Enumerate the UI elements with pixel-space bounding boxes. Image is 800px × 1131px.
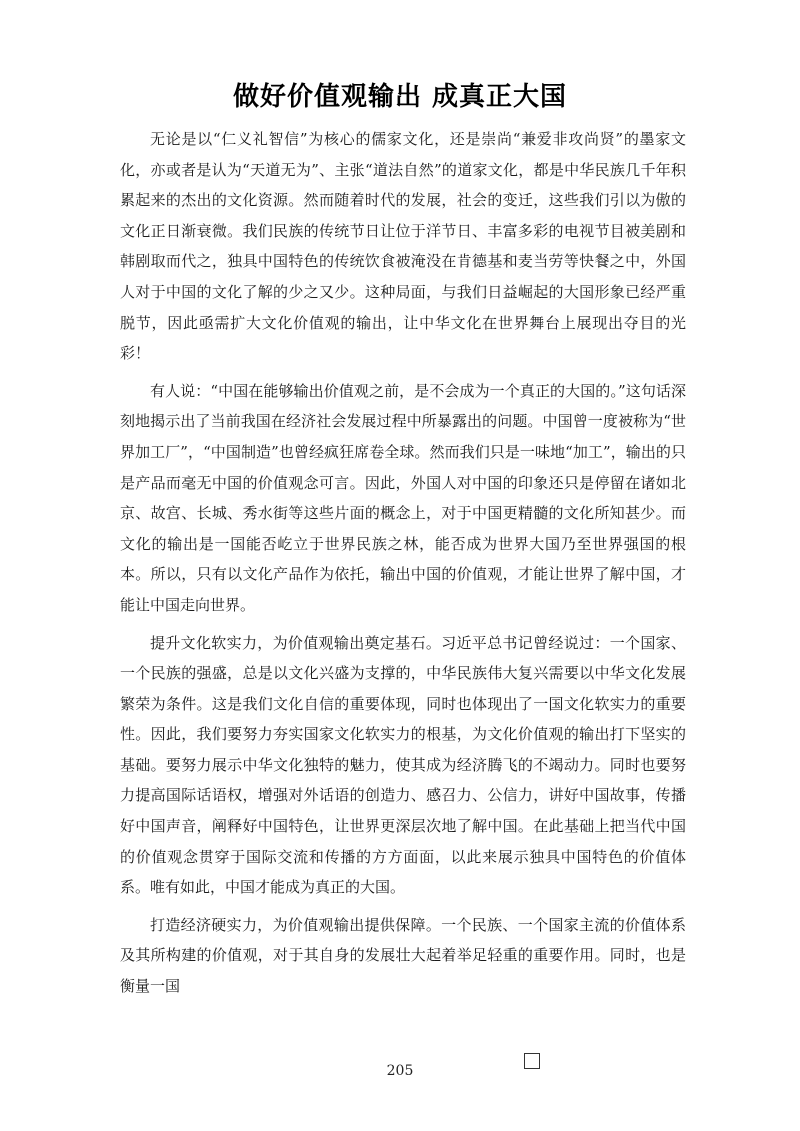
paragraph-3: 提升文化软实力，为价值观输出奠定基石。习近平总书记曾经说过：一个国家、一个民族的强盛，总是以文化兴盛为支撑的，中华民族伟大复兴需要以中华文化发展繁荣为条件。这是我们文化自信的重要体现，同时也体现出了一国文化软实力的重要性。因此，我们要努力夯实国家文化软实力的根基，为文化价值观的输出打下坚实的基础。要努力展示中华文化独特的魅力，使其成为经济腾飞的不竭动力。同时也要努力提高国际话语权，增强对外话语的创造力、感召力、公信力，讲好中国故事，传播好中国声音，阐释好中国特色，让世界更深层次地了解中国。在此基础上把当代中国的价值观念贯穿于国际交流和传播的方方面面，以此来展示独具中国特色的价值体系。唯有如此，中国才能成为真正的大国。: [120, 633, 686, 897]
paragraph-1: 无论是以“仁义礼智信”为核心的儒家文化，还是崇尚“兼爱非攻尚贤”的墨家文化，亦或者是认为“天道无为”、主张“道法自然”的道家文化，都是中华民族几千年积累起来的杰出的文化资源。然而随着时代的发展，社会的变迁，这些我们引以为傲的文化正日渐衰微。我们民族的传统节日让位于洋节日、丰富多彩的电视节目被美剧和韩剧取而代之，独具中国特色的传统饮食被淹没在肯德基和麦当劳等快餐之中，外国人对于中国的文化了解的少之又少。这种局面，与我们日益崛起的大国形象已经严重脱节，因此亟需扩大文化价值观的输出，让中华文化在世界舞台上展现出夺目的光彩！: [120, 130, 686, 363]
page-title: 做好价值观输出 成真正大国: [232, 82, 568, 112]
article-body: [120, 124, 686, 1009]
paragraph-4: 打造经济硬实力，为价值观输出提供保障。一个民族、一个国家主流的价值体系及其所构建的价值观，对于其自身的发展壮大起着举足轻重的重要作用。同时，也是衡量一国: [120, 915, 686, 996]
checkbox-square-icon: [524, 1053, 540, 1069]
paragraph-2: 有人说：“中国在能够输出价值观之前，是不会成为一个真正的大国的。”这句话深刻地揭示出了当前我国在经济社会发展过程中所暴露出的问题。中国曾一度被称为“世界加工厂”，“中国制造”也曾经疯狂席卷全球。然而我们只是一味地“加工”，输出的只是产品而毫无中国的价值观念可言。因此，外国人对中国的印象还只是停留在诸如北京、故宫、长城、秀水街等这些片面的概念上，对于中国更精髓的文化所知甚少。而文化的输出是一国能否屹立于世界民族之林，能否成为世界大国乃至世界强国的根本。所以，只有以文化产品作为依托，输出中国的价值观，才能让世界了解中国，才能让中国走向世界。: [120, 381, 686, 614]
page-number: 205: [386, 1063, 414, 1079]
